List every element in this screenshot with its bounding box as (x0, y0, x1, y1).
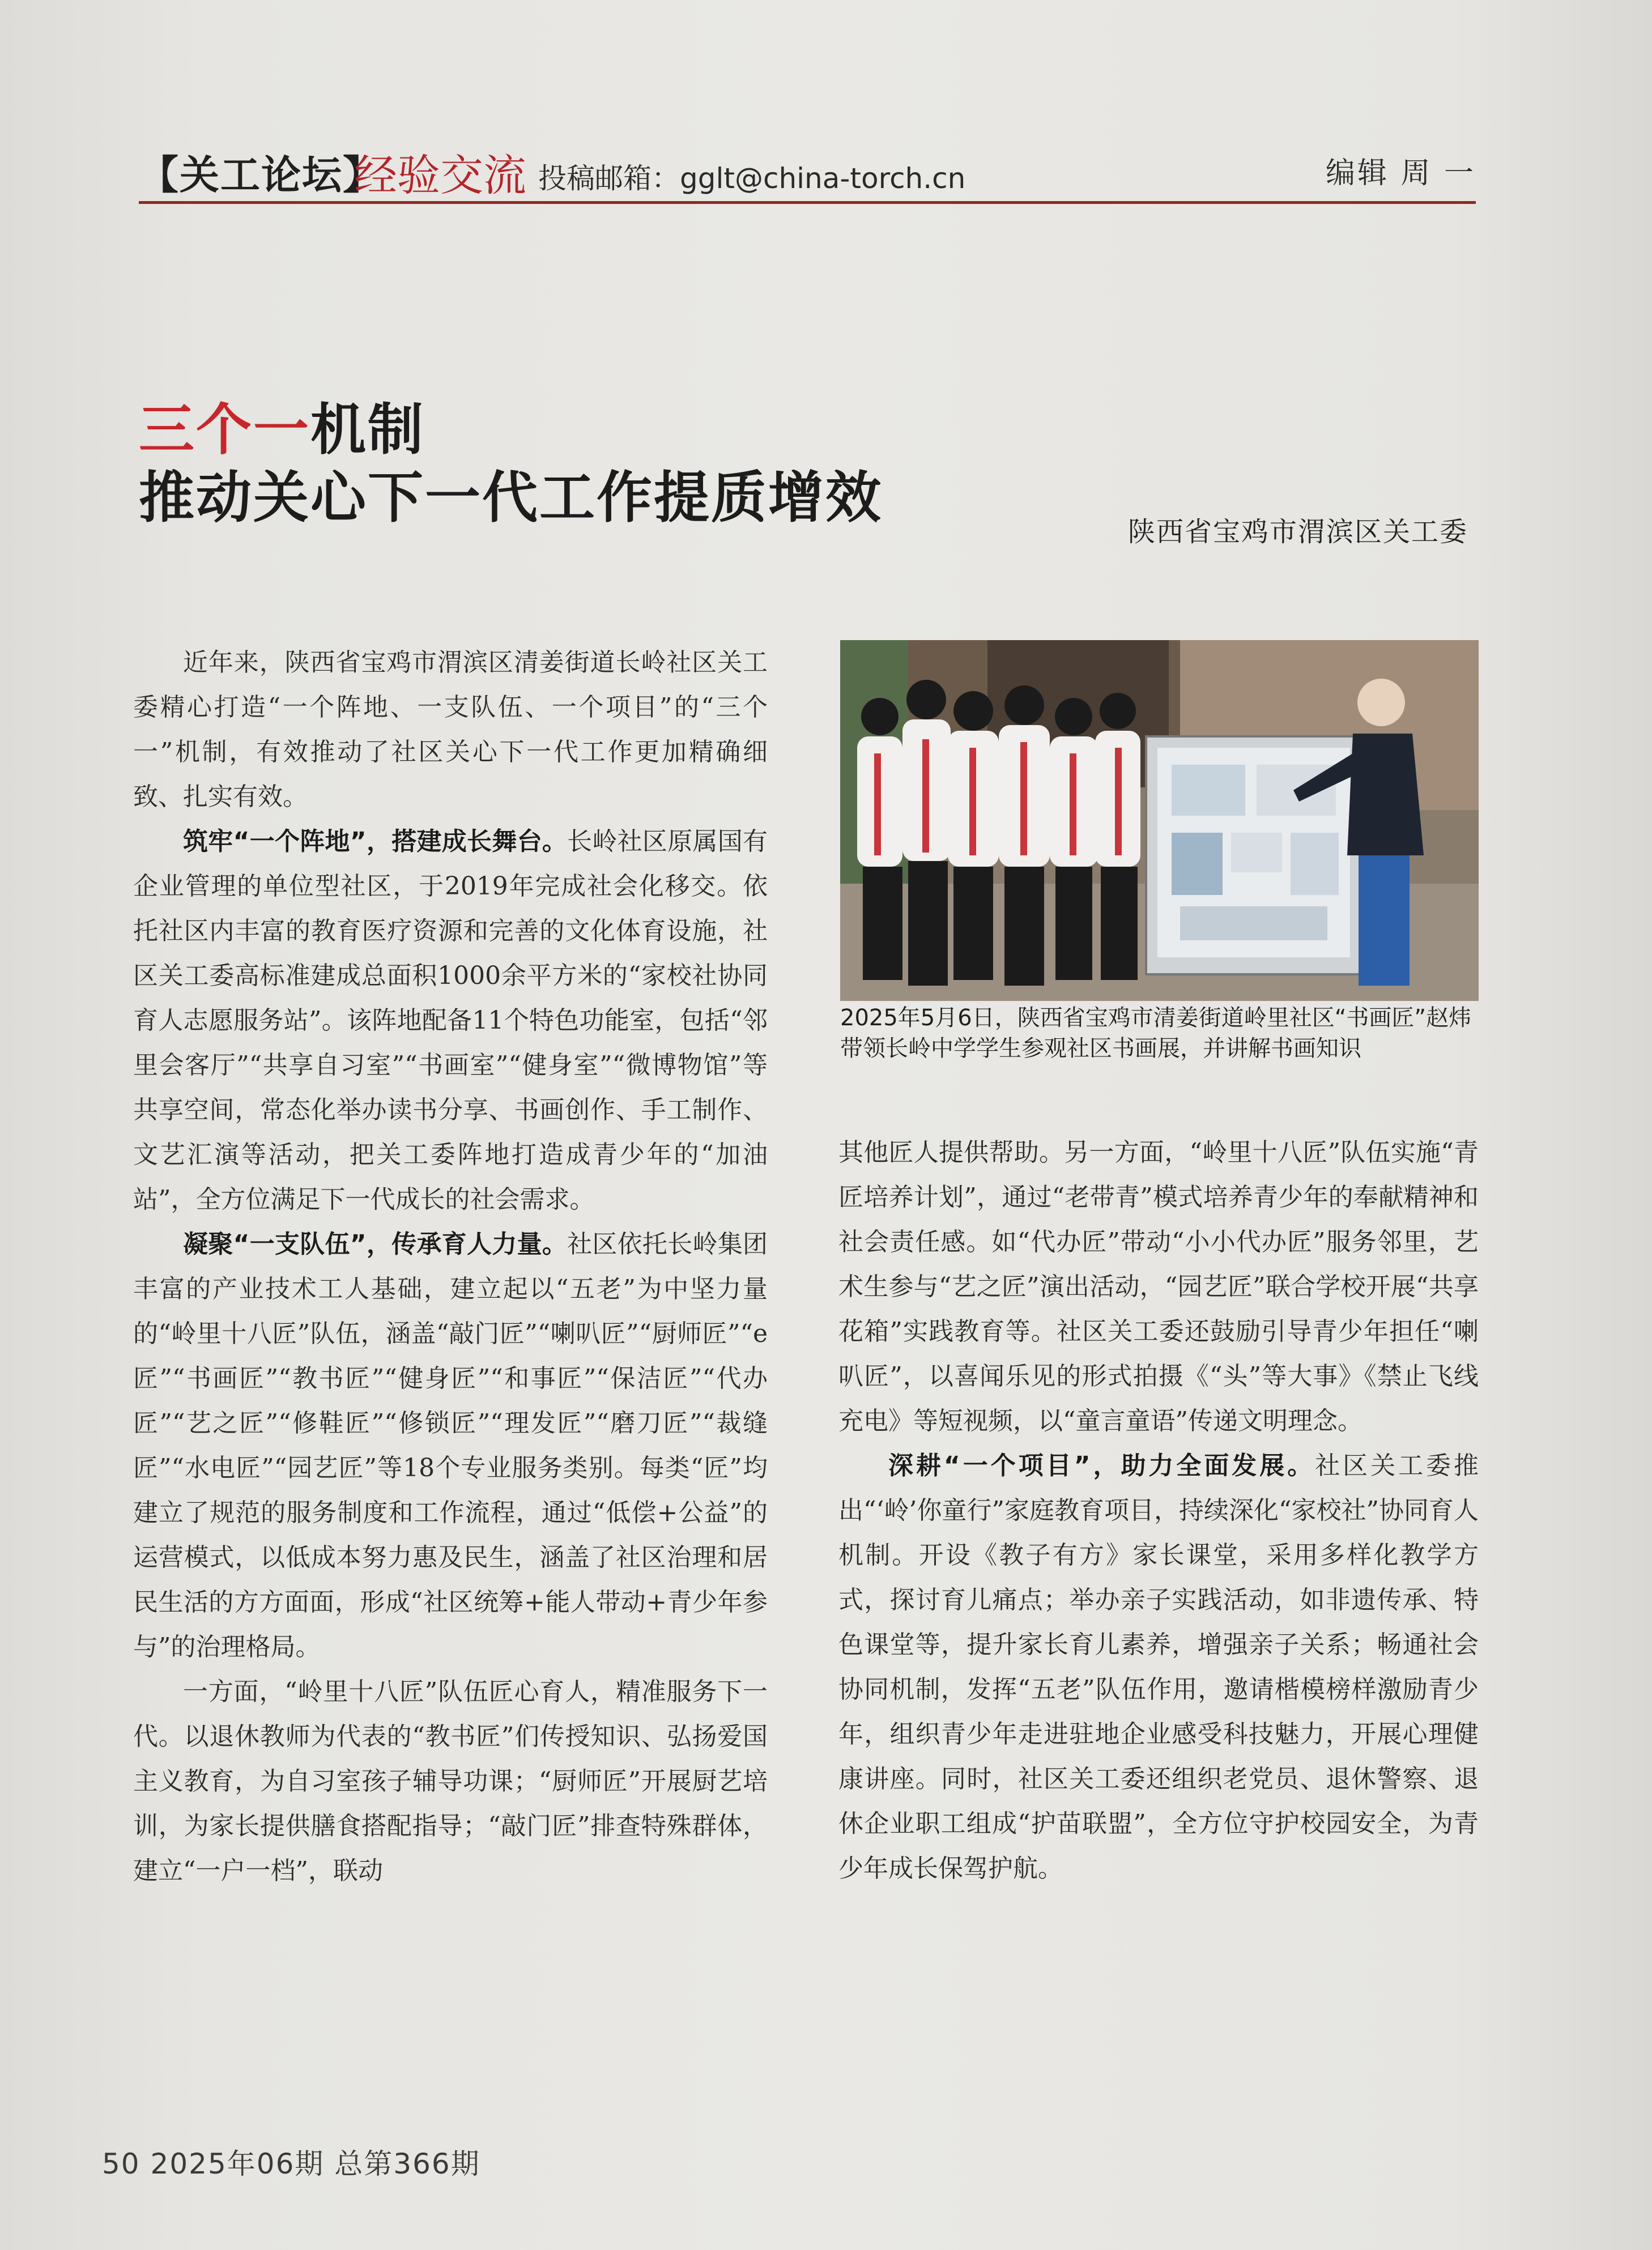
paragraph (838, 1443, 1479, 1891)
section-bracket-label: 【关工论坛】 (139, 152, 384, 198)
page-header (139, 139, 1476, 204)
editor-credit: 编辑 周 一 (1325, 156, 1476, 190)
submission-email: 投稿邮箱：gglt@china-torch.cn (538, 162, 966, 195)
article-title-line2: 推动关心下一代工作提质增效 (139, 466, 883, 530)
article-author: 陕西省宝鸡市渭滨区关工委 (1127, 516, 1468, 548)
paragraph-text: 长岭社区原属国有企业管理的单位型社区，于2019年完成社会化移交。依托社区内丰富的教育医疗资源和完善的文化体育设施，社区关工委高标准建成总面积1000余平方米的“家校社协同育人志愿服务站”。该阵地配备11个特色功能室，包括“邻里会客厅”“共享自习室”“书画室”“健身室”“微博物馆”等共享空间，常态化举办读书分享、书画创作、手工制作、文艺汇演等活动，把关工委阵地打造成青少年的“加油站”，全方位满足下一代成长的社会需求。 (133, 827, 768, 1214)
photo-caption: 2025年5月6日，陕西省宝鸡市清姜街道岭里社区“书画匠”赵炜带领长岭中学学生参观社区书画展，并讲解书画知识 (840, 1005, 1472, 1062)
paragraph (133, 819, 768, 1222)
paragraph-text: 社区关工委推出“‘岭’你童行”家庭教育项目，持续深化“家校社”协同育人机制。开设《教子有方》家长课堂，采用多样化教学方式，探讨育儿痛点；举办亲子实践活动，如非遗传承、特色课堂等，提升家长育儿素养，增强亲子关系；畅通社会协同机制，发挥“五老”队伍作用，邀请楷模榜样激励青少年，组织青少年走进驻地企业感受科技魅力，开展心理健康讲座。同时，社区关工委还组织老党员、退休警察、退休企业职工组成“护苗联盟”，全方位守护校园安全，为青少年成长保驾护航。 (838, 1451, 1479, 1883)
paragraph-lead: 筑牢“一个阵地”，搭建成长舞台。 (183, 827, 568, 856)
paragraph-lead: 凝聚“一支队伍”，传承育人力量。 (183, 1230, 568, 1259)
title-highlight: 三个一 (139, 398, 311, 462)
paragraph-lead: 深耕“一个项目”，助力全面发展。 (888, 1451, 1315, 1480)
page-footer: 50 2025年06期 总第366期 (102, 2147, 480, 2180)
paragraph (133, 640, 768, 819)
paragraph-text: 社区依托长岭集团丰富的产业技术工人基础，建立起以“五老”为中坚力量的“岭里十八匠”队伍，涵盖“敲门匠”“喇叭匠”“厨师匠”“e匠”“书画匠”“教书匠”“健身匠”“和事匠”“保洁匠”“代办匠”“艺之匠”“修鞋匠”“修锁匠”“理发匠”“磨刀匠”“裁缝匠”“水电匠”“园艺匠”等18个专业服务类别。每类“匠”均建立了规范的服务制度和工作流程，通过“低偿+公益”的运营模式，以低成本努力惠及民生，涵盖了社区治理和居民生活的方方面面，形成“社区统筹+能人带动+青少年参与”的治理格局。 (133, 1230, 768, 1661)
paragraph-text: 一方面，“岭里十八匠”队伍匠心育人，精准服务下一代。以退休教师为代表的“教书匠”们传授知识、弘扬爱国主义教育，为自习室孩子辅导功课；“厨师匠”开展厨艺培训，为家长提供膳食搭配指导；“敲门匠”排查特殊群体，建立“一户一档”，联动 (133, 1677, 768, 1885)
left-column (133, 640, 768, 1893)
paragraph (133, 1222, 768, 1669)
section-name: 经验交流 (354, 150, 526, 201)
paragraph (838, 1130, 1479, 1443)
title-line1-rest: 机制 (310, 398, 425, 462)
paragraph-text: 其他匠人提供帮助。另一方面，“岭里十八匠”队伍实施“青匠培养计划”，通过“老带青”模式培养青少年的奉献精神和社会责任感。如“代办匠”带动“小小代办匠”服务邻里，艺术生参与“艺之匠”演出活动，“园艺匠”联合学校开展“共享花箱”实践教育等。社区关工委还鼓励引导青少年担任“喇叭匠”，以喜闻乐见的形式拍摄《“头”等大事》《禁止飞线充电》等短视频，以“童言童语”传递文明理念。 (838, 1138, 1479, 1435)
right-column (838, 1130, 1479, 1891)
paragraph-text: 近年来，陕西省宝鸡市渭滨区清姜街道长岭社区关工委精心打造“一个阵地、一支队伍、一个项目”的“三个一”机制，有效推动了社区关心下一代工作更加精确细致、扎实有效。 (133, 648, 768, 811)
paragraph (133, 1669, 768, 1893)
article-photo (840, 640, 1479, 1001)
